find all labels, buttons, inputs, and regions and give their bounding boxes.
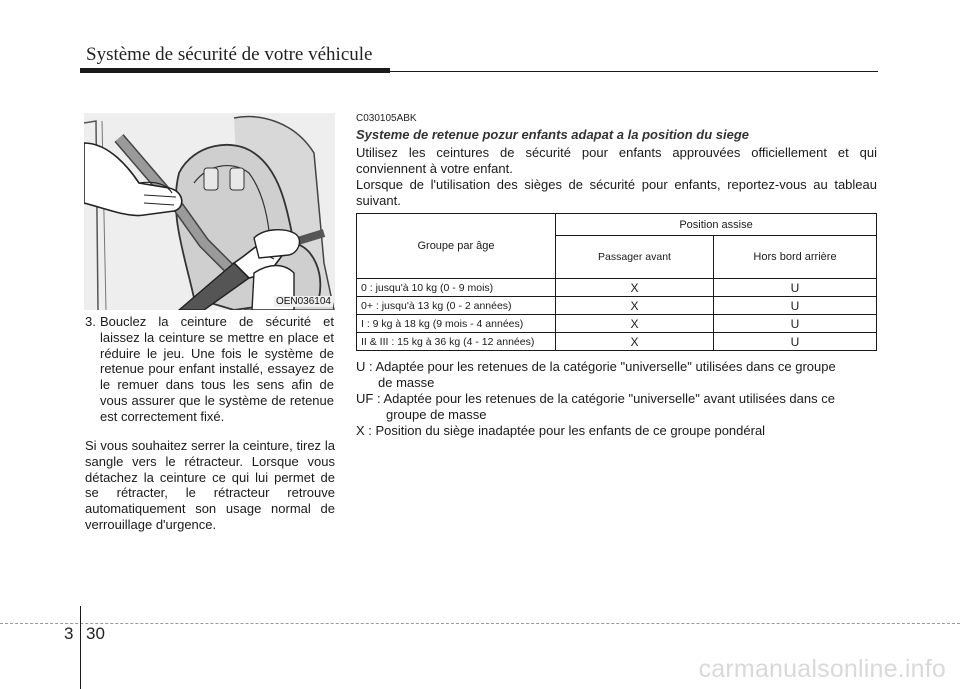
- table-row: [357, 315, 877, 333]
- row-rear-value: U: [714, 279, 877, 297]
- table-row: [357, 297, 877, 315]
- seating-position-table: [356, 213, 877, 351]
- legend-u-continuation: de masse: [378, 374, 435, 390]
- illustration-drawing: [84, 113, 335, 310]
- page-header-title: Système de sécurité de votre véhicule: [86, 44, 373, 65]
- row-rear-value: U: [714, 315, 877, 333]
- table-header-row: [357, 214, 877, 236]
- belt-tightening-paragraph: Si vous souhaitez serrer la ceinture, tirez la sangle vers le rétracteur. Lorsque vous détachez la ceinture ce qui lui permet de se rétracter, le rétracteur retrouve automatiquement son usage normal de verrouillage d'urgence.: [85, 438, 335, 532]
- legend-x-text: X : Position du siège inadaptée pour les enfants de ce groupe pondéral: [356, 423, 766, 438]
- row-age-group: 0 : jusqu'à 10 kg (0 - 9 mois): [357, 279, 556, 297]
- chapter-number: 3: [64, 624, 74, 643]
- row-rear-value: U: [714, 333, 877, 351]
- watermark: carmanualsonline.info: [698, 655, 946, 683]
- footer-dashed-rule: [0, 623, 960, 624]
- header-rule-thin: [80, 71, 878, 72]
- row-front-value: X: [556, 297, 714, 315]
- legend-universal-front: [356, 391, 877, 423]
- step-text: Bouclez la ceinture de sécurité et laissez la ceinture se mettre en place et réduire le jeu. Une fois le système de retenue pour enfant installé, essayez de le remuer dans tous les sens afin de vous assurer que le système de retenue est correctement fixé.: [100, 314, 334, 424]
- row-front-value: X: [556, 333, 714, 351]
- illustration-child-seat-belt: [84, 113, 335, 310]
- table-row: [357, 279, 877, 297]
- header-rear-outboard: Hors bord arrière: [714, 236, 877, 279]
- instruction-step-3: [85, 314, 334, 425]
- intro-paragraph: Utilisez les ceintures de sécurité pour enfants approuvées officiellement et qui conviennent à votre enfant.: [356, 145, 877, 176]
- legend-uf-text: UF : Adaptée pour les retenues de la catégorie "universelle" avant utilisées dans ce: [356, 391, 835, 406]
- table-row: [357, 333, 877, 351]
- table-reference-paragraph: Lorsque de l'utilisation des sièges de sécurité pour enfants, reportez-vous au tableau suivant.: [356, 177, 877, 208]
- row-age-group: I : 9 kg à 18 kg (9 mois - 4 années): [357, 315, 556, 333]
- header-seating-position: Position assise: [556, 214, 877, 236]
- legend-universal: [356, 359, 877, 391]
- header-front-passenger: Passager avant: [556, 236, 714, 279]
- page-number: 30: [86, 624, 105, 643]
- section-title: Systeme de retenue pozur enfants adapat a la position du siege: [356, 127, 749, 142]
- legend-uf-continuation: groupe de masse: [386, 406, 487, 422]
- row-age-group: 0+ : jusqu'à 13 kg (0 - 2 années): [357, 297, 556, 315]
- row-age-group: II & III : 15 kg à 36 kg (4 - 12 années): [357, 333, 556, 351]
- row-front-value: X: [556, 279, 714, 297]
- section-code: C030105ABK: [356, 113, 417, 124]
- footer-vertical-divider: [80, 606, 81, 689]
- row-front-value: X: [556, 315, 714, 333]
- figure-code: OEN036104: [275, 296, 331, 307]
- header-age-group: Groupe par âge: [357, 214, 556, 279]
- legend-unsuitable: [356, 423, 877, 439]
- row-rear-value: U: [714, 297, 877, 315]
- legend-u-text: U : Adaptée pour les retenues de la catégorie "universelle" utilisées dans ce groupe: [356, 359, 836, 374]
- step-number: 3.: [85, 314, 96, 329]
